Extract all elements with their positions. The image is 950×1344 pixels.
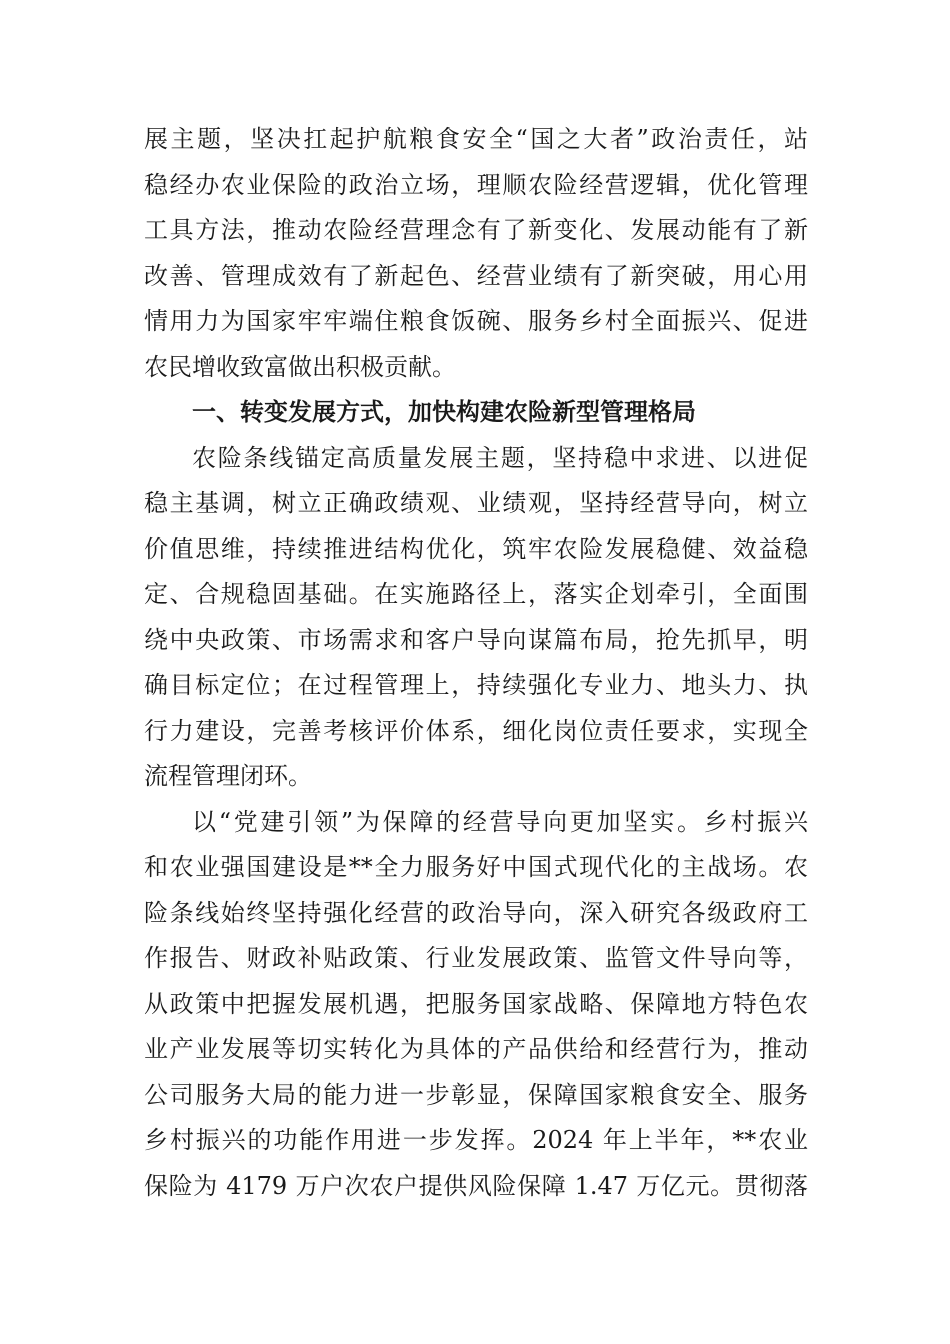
paragraph-line: 以“党建引领”为保障的经营导向更加坚实。乡村振兴 (192, 807, 808, 836)
document-body (144, 117, 808, 1209)
paragraph-line: 从政策中把握发展机遇，把服务国家战略、保障地方特色农 (144, 989, 808, 1018)
paragraph-line: 公司服务大局的能力进一步彰显，保障国家粮食安全、服务 (144, 1080, 808, 1109)
paragraph-line: 作报告、财政补贴政策、行业发展政策、监管文件导向等， (144, 944, 808, 972)
paragraph-line: 流程管理闭环。 (144, 762, 312, 790)
paragraph-line: 工具方法，推动农险经营理念有了新变化、发展动能有了新 (144, 216, 808, 244)
section-heading: 一、转变发展方式，加快构建农险新型管理格局 (192, 398, 696, 426)
paragraph-line: 情用力为国家牢牢端住粮食饭碗、服务乡村全面振兴、促进 (144, 307, 808, 335)
paragraph-line: 行力建设，完善考核评价体系，细化岗位责任要求，实现全 (144, 716, 808, 745)
paragraph-line: 保险为 4179 万户次农户提供风险保障 1.47 万亿元。贯彻落 (144, 1171, 808, 1200)
paragraph-line: 稳经办农业保险的政治立场，理顺农险经营逻辑，优化管理 (144, 170, 808, 199)
paragraph-line: 业产业发展等切实转化为具体的产品供给和经营行为，推动 (144, 1035, 808, 1063)
paragraph-line: 农险条线锚定高质量发展主题，坚持稳中求进、以进促 (192, 443, 808, 472)
paragraph-line: 改善、管理成效有了新起色、经营业绩有了新突破，用心用 (144, 261, 808, 290)
paragraph-line: 定、合规稳固基础。在实施路径上，落实企划牵引，全面围 (144, 580, 808, 608)
paragraph-line: 价值思维，持续推进结构优化，筑牢农险发展稳健、效益稳 (144, 534, 808, 563)
paragraph-line: 绕中央政策、市场需求和客户导向谋篇布局，抢先抓早，明 (144, 625, 808, 654)
paragraph-line: 稳主基调，树立正确政绩观、业绩观，坚持经营导向，树立 (144, 489, 808, 517)
paragraph-line: 农民增收致富做出积极贡献。 (144, 352, 456, 381)
paragraph-line: 确目标定位；在过程管理上，持续强化专业力、地头力、执 (144, 671, 808, 699)
paragraph-line: 险条线始终坚持强化经营的政治导向，深入研究各级政府工 (144, 898, 808, 927)
paragraph-line: 展主题，坚决扛起护航粮食安全“国之大者”政治责任，站 (144, 125, 808, 153)
paragraph-line: 和农业强国建设是**全力服务好中国式现代化的主战场。农 (144, 853, 808, 881)
paragraph-line: 乡村振兴的功能作用进一步发挥。2024 年上半年，**农业 (144, 1126, 808, 1154)
